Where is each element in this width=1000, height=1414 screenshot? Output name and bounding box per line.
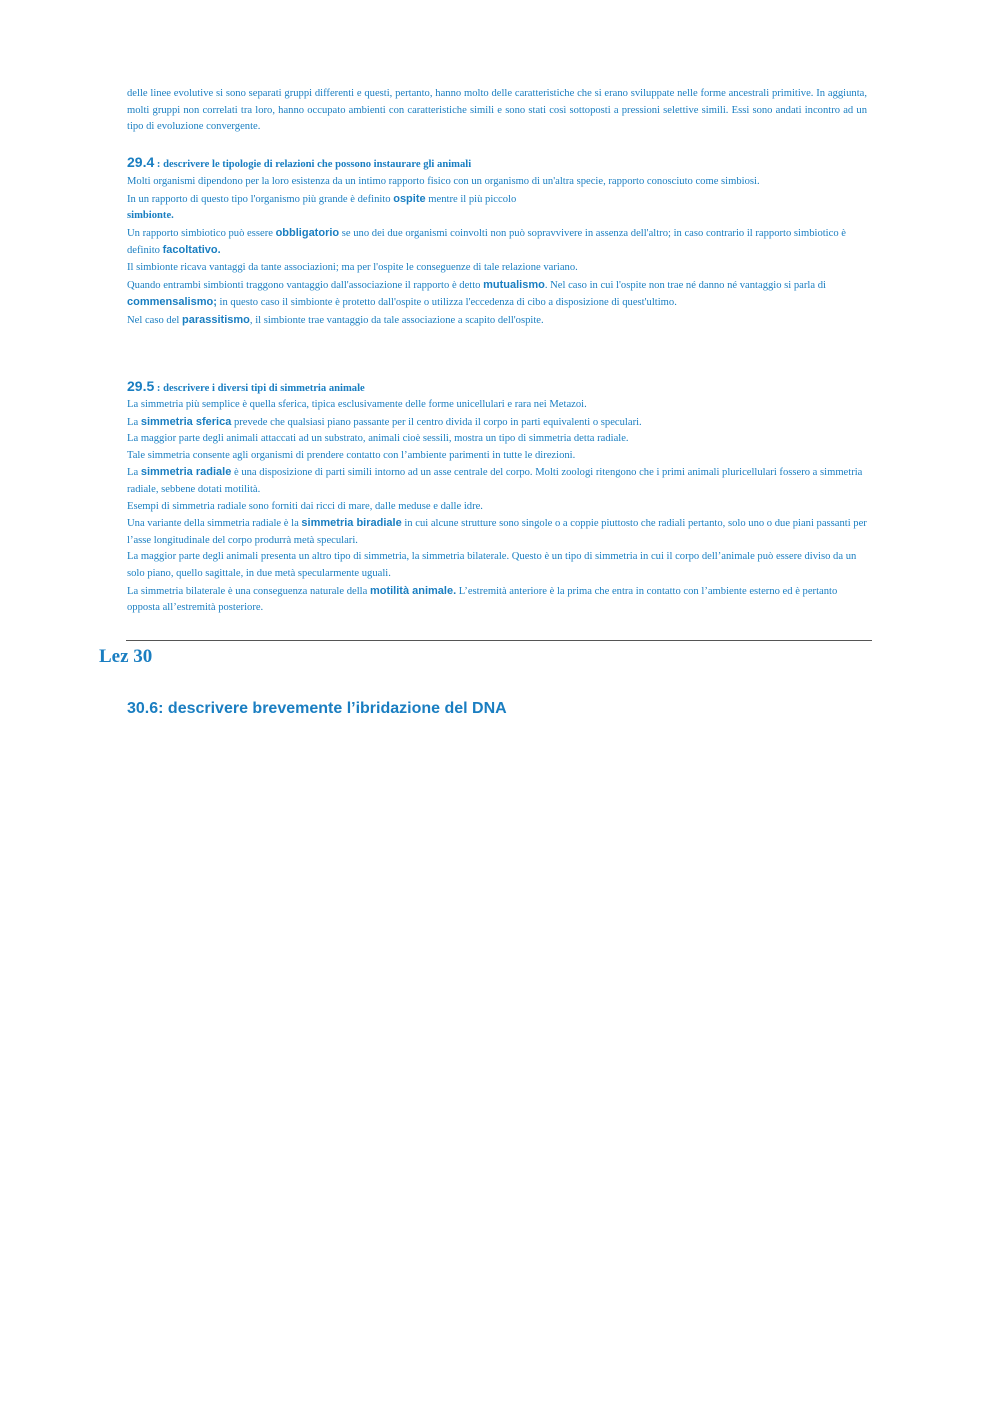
text-run: Una variante della simmetria radiale è la bbox=[127, 518, 302, 530]
term-ospite: ospite bbox=[393, 192, 426, 205]
lesson-title: Lez 30 bbox=[99, 646, 153, 667]
term-parassitismo: parassitismo bbox=[182, 313, 250, 326]
intro-paragraph bbox=[127, 86, 867, 136]
section-divider bbox=[126, 640, 872, 641]
paragraph: Tale simmetria consente agli organismi di prendere contatto con l’ambiente parimenti in tutte le direzioni. bbox=[127, 449, 576, 461]
paragraph bbox=[127, 515, 867, 549]
paragraph: La maggior parte degli animali presenta un altro tipo di simmetria, la simmetria bilaterale. Questo è un tipo di simmetria in cui il corpo dell’animale può essere diviso da un solo piano, quello sagittale, in due metà specularmente uguali. bbox=[127, 551, 857, 579]
term-obbligatorio: obbligatorio bbox=[275, 226, 340, 239]
text-run: Nel caso del bbox=[127, 314, 183, 326]
term-commensalismo: commensalismo; bbox=[127, 296, 217, 309]
paragraph: Il simbionte ricava vantaggi da tante associazioni; ma per l'ospite le conseguenze di tale relazione variano. bbox=[127, 261, 578, 273]
text-run: Un rapporto simbiotico può essere bbox=[127, 227, 276, 239]
text-run: La bbox=[127, 416, 141, 428]
section-29-4-body bbox=[127, 174, 867, 329]
section-29-5-body bbox=[127, 397, 867, 617]
text-run: Quando entrambi simbionti traggono vantaggio dall'associazione il rapporto è detto bbox=[127, 279, 484, 291]
text-run: , il simbionte trae vantaggio da tale associazione a scapito dell'ospite. bbox=[249, 314, 544, 326]
paragraph: Molti organismi dipendono per la loro esistenza da un intimo rapporto fisico con un organismo di un'altra specie, rapporto conosciuto come simbiosi. bbox=[127, 176, 760, 187]
paragraph bbox=[127, 464, 867, 498]
paragraph: La simmetria più semplice è quella sferica, tipica esclusivamente delle forme unicellulari e rara nei Metazoi. bbox=[127, 399, 587, 410]
term-simmetria-biradiale: simmetria biradiale bbox=[301, 517, 402, 530]
text-run: prevede che qualsiasi piano passante per il centro divida il corpo in parti equivalenti o speculari. bbox=[231, 416, 642, 428]
section-title: : descrivere i diversi tipi di simmetria animale bbox=[154, 383, 365, 394]
paragraph bbox=[127, 225, 867, 260]
section-title: : descrivere le tipologie di relazioni che possono instaurare gli animali bbox=[154, 159, 472, 170]
term-motilita-animale: motilità animale. bbox=[369, 584, 457, 597]
text-run: mentre il più piccolo bbox=[425, 193, 517, 205]
paragraph bbox=[127, 277, 867, 312]
paragraph: Esempi di simmetria radiale sono forniti dai ricci di mare, dalle meduse e dalle idre. bbox=[127, 500, 483, 512]
paragraph bbox=[127, 583, 867, 617]
term-mutualismo: mutualismo bbox=[483, 278, 545, 291]
section-number: 29.4 bbox=[127, 154, 155, 170]
term-simmetria-radiale: simmetria radiale bbox=[140, 466, 232, 479]
text-run: è una disposizione di parti simili intorno ad un asse centrale del corpo. Molti zoologi ritengono che i primi animali pluricellulari fossero a simmetria radiale, sebbene dotati motilità. bbox=[127, 467, 863, 495]
text-run: se uno dei due organismi coinvolti non può sopravvivere in assenza dell'altro; in caso contrario il rapporto simbiotico è definito bbox=[127, 227, 846, 257]
paragraph: simbionte. bbox=[127, 210, 174, 222]
term-simmetria-sferica: simmetria sferica bbox=[140, 415, 232, 428]
text-run: . Nel caso in cui l'ospite non trae né danno né vantaggio si parla di bbox=[544, 279, 826, 291]
section-number: 29.5 bbox=[127, 378, 155, 394]
paragraph bbox=[127, 414, 867, 432]
text-run: In un rapporto di questo tipo l'organismo più grande è definito bbox=[127, 193, 394, 205]
intro-text: delle linee evolutive si sono separati gruppi differenti e questi, pertanto, hanno molto delle caratteristiche che si erano sviluppate nelle forme ancestrali primitive. In aggiunta, molti gruppi non correlati tra loro, hanno occupato ambienti con caratteristiche simili e sono stati così sottoposti a pressioni selettive simili. Essi sono andati incontro ad un tipo di evoluzione convergente. bbox=[127, 88, 867, 133]
text-run: in questo caso il simbionte è protetto dall'ospite o utilizza l'eccedenza di cibo a disposizione di quest'ultimo. bbox=[216, 297, 677, 309]
text-run: in cui alcune strutture sono singole o a coppie piuttosto che radiali pertanto, solo uno o due piani passanti per l’asse longitudinale del corpo produrrà metà speculari. bbox=[127, 518, 867, 546]
paragraph: La maggior parte degli animali attaccati ad un substrato, animali cioè sessili, mostra un tipo di simmetria detta radiale. bbox=[127, 433, 629, 445]
text-run: La simmetria bilaterale è una conseguenza naturale della bbox=[127, 585, 370, 597]
text-run: L’estremità anteriore è la prima che entra in contatto con l’ambiente esterno ed è pertanto opposta all’estremità posteriore. bbox=[127, 585, 838, 614]
section-29-4-heading bbox=[127, 154, 471, 170]
term-facoltativo: facoltativo. bbox=[162, 244, 221, 257]
text-run: La bbox=[127, 467, 141, 479]
paragraph bbox=[127, 191, 867, 209]
paragraph bbox=[127, 312, 867, 330]
section-29-5-heading bbox=[127, 378, 365, 394]
section-30-6-heading: 30.6: descrivere brevemente l’ibridazione del DNA bbox=[127, 700, 507, 717]
